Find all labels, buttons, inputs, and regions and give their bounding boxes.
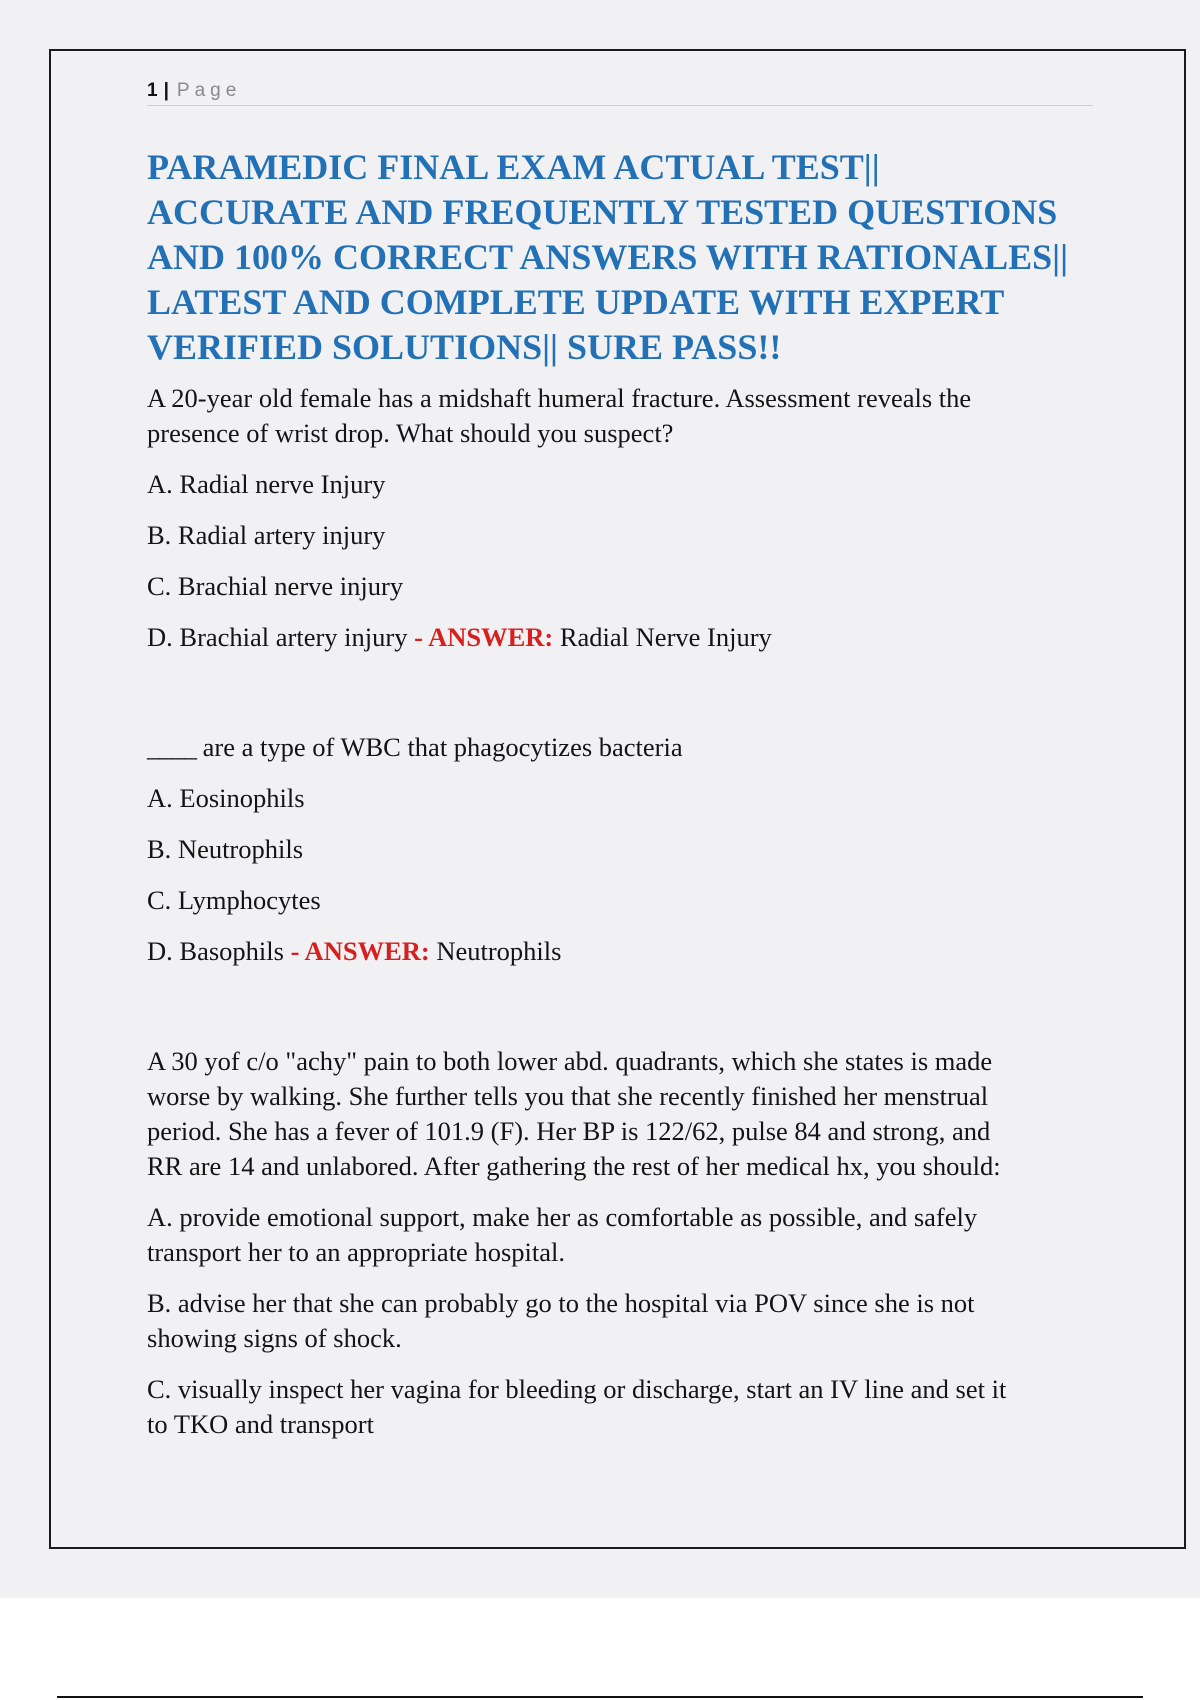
page-content [147,145,1137,1442]
question-1-option-a: A. Radial nerve Injury [147,469,386,499]
page-divider-line [57,1696,1143,1698]
fill-in-blank: ____ [147,732,196,762]
question-1-option-c: C. Brachial nerve injury [147,571,404,601]
title-line: PARAMEDIC FINAL EXAM ACTUAL TEST|| [147,147,880,187]
answer-label: - ANSWER: [414,622,554,652]
page-header [147,77,1093,106]
document-page [49,49,1186,1549]
page-separator: | [163,80,169,101]
spacer [147,655,1137,719]
question-2-option-a: A. Eosinophils [147,783,305,813]
question-3-option-c: C. visually inspect her vagina for bleeding or discharge, start an IV line and set it to TKO and transport [147,1374,1007,1439]
question-2-option-d [147,934,1107,969]
question-2-option-c: C. Lymphocytes [147,885,321,915]
answer-text: Neutrophils [436,936,562,966]
question-2-text: ____ are a type of WBC that phagocytizes bacteria [147,732,683,762]
title-line: VERIFIED SOLUTIONS|| SURE PASS!! [147,327,782,367]
option-text: D. Basophils [147,936,284,966]
spacer [147,969,1137,1033]
question-2-option-b: B. Neutrophils [147,834,304,864]
answer-text: Radial Nerve Injury [559,622,772,652]
question-1-option-b: B. Radial artery injury [147,520,386,550]
question-3-option-a: A. provide emotional support, make her as comfortable as possible, and safely transport her to an appropriate hospital. [147,1202,978,1267]
title-line: AND 100% CORRECT ANSWERS WITH RATIONALES|| [147,237,1069,277]
title-line: LATEST AND COMPLETE UPDATE WITH EXPERT [147,282,1005,322]
next-page-area [0,1598,1200,1700]
page-label: Page [176,80,242,101]
document-title [147,145,1137,370]
question-3-text: A 30 yof c/o "achy" pain to both lower abd. quadrants, which she states is made worse by walking. She further tells you that she recently finished her menstrual period. She has a fever of 101.9 (F). Her BP is 122/62, pulse 84 and strong, and RR are 14 and unlabored. After gathering the rest of her medical hx, you should: [147,1046,1001,1181]
question-3-option-b: B. advise her that she can probably go to the hospital via POV since she is not showing signs of shock. [147,1288,975,1353]
answer-label: - ANSWER: [290,936,430,966]
page-number: 1 [147,80,158,101]
question-1-text: A 20-year old female has a midshaft humeral fracture. Assessment reveals the presence of wrist drop. What should you suspect? [147,383,972,448]
question-1-option-d [147,620,1107,655]
option-text: D. Brachial artery injury [147,622,408,652]
title-line: ACCURATE AND FREQUENTLY TESTED QUESTIONS [147,192,1058,232]
